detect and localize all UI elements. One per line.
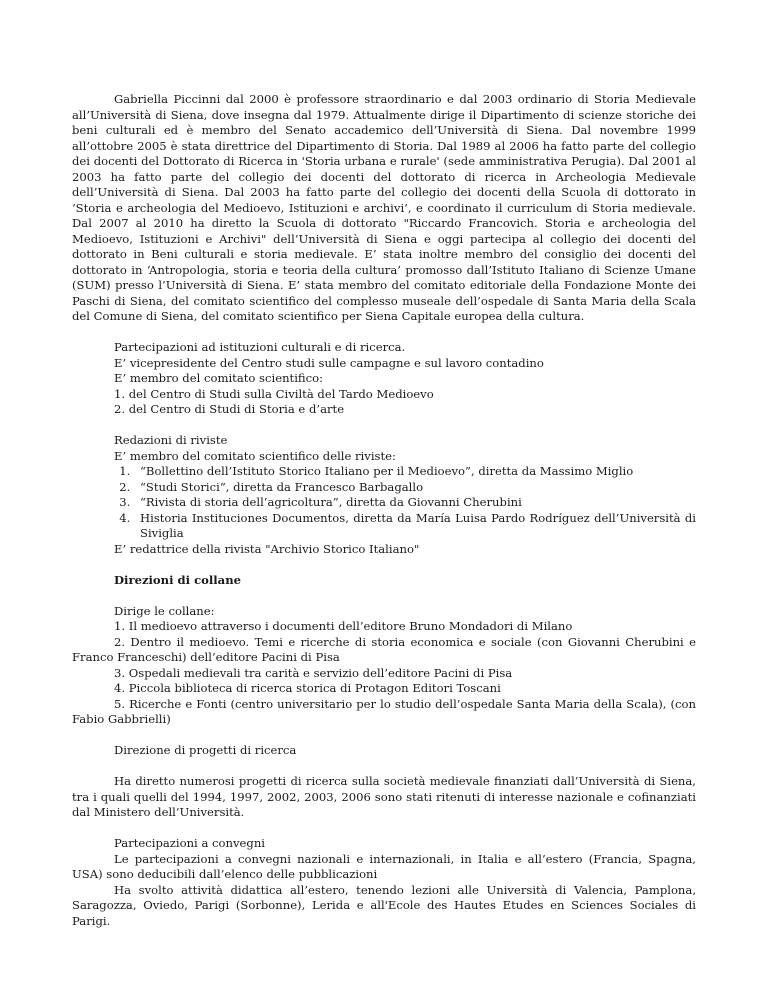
journal-item: 2. “Studi Storici”, diretta da Francesco Barbagallo — [134, 480, 696, 496]
collane-section — [72, 604, 696, 728]
convegni-text: Le partecipazioni a convegni nazionali e internazionali, in Italia e all’estero (Francia, Spagna, USA) sono deducibili dall’elenco delle pubblicazioni — [72, 851, 696, 881]
collane-heading: Direzioni di collane — [114, 572, 241, 587]
collana-item: 2. Dentro il medioevo. Temi e ricerche di storia economica e sociale (con Giovanni Cherubini e Franco Franceschi) dell’editore Pacini di Pisa — [72, 634, 696, 664]
progetti-heading: Direzione di progetti di ricerca — [114, 743, 297, 757]
redazioni-intro: E’ membro del comitato scientifico delle riviste: — [114, 448, 396, 463]
convegni-section — [72, 836, 696, 929]
redazioni-closing: E’ redattrice della rivista "Archivio Storico Italiano" — [114, 541, 420, 556]
didattica-text: Ha svolto attività didattica all’estero, tenendo lezioni alle Università di Valencia, Pamplona, Saragozza, Oviedo, Parigi (Sorbonne), Lerida e all'Ecole des Hautes Etudes en Sciences Sociales di Parigi. — [72, 882, 696, 928]
collane-intro: Dirige le collane: — [114, 603, 215, 618]
bio-paragraph: Gabriella Piccinni dal 2000 è professore straordinario e dal 2003 ordinario di Storia Medievale all’Università di Siena, dove insegna dal 1979. Attualmente dirige il Dipartimento di scienze storiche dei beni culturali ed è membro del Senato accademico dell’Università di Siena. Dal novembre 1999 all’ottobre 2005 è stata direttrice del Dipartimento di Storia. Dal 1989 al 2006 ha fatto parte del collegio dei docenti del Dottorato di Ricerca in 'Storia urbana e rurale' (sede amministrativa Perugia). Dal 2001 al 2003 ha fatto parte del collegio dei docenti del dottorato di ricerca in Archeologia Medievale dell’Università di Siena. Dal 2003 ha fatto parte del collegio dei docenti della Scuola di dottorato in ‘Storia e archeologia del Medioevo, Istituzioni e archivi’, e coordinato il curriculum di Storia medievale. Dal 2007 al 2010 ha diretto la Scuola di dottorato "Riccardo Francovich. Storia e archeologia del Medioevo, Istituzioni e Archivi" dell’Università di Siena e oggi partecipa al collegio dei docenti del dottorato in Beni culturali e storia medievale. E’ stata inoltre membro del consiglio dei docenti del dottorato in ‘Antropologia, storia e teoria della cultura’ promosso dall’Istituto Italiano di Scienze Umane (SUM) presso l’Università di Siena. E’ stata membro del comitato editoriale della Fondazione Monte dei Paschi di Siena, del comitato scientifico del complesso museale dell’ospedale di Santa Maria della Scala del Comune di Siena, del comitato scientifico per Siena Capitale europea della cultura. — [72, 92, 696, 323]
istituzioni-section — [72, 340, 696, 418]
journal-item: 4. Historia Instituciones Documentos, diretta da María Luisa Pardo Rodríguez dell’Università di Siviglia — [134, 511, 696, 542]
convegni-heading: Partecipazioni a convegni — [114, 836, 265, 850]
collana-item: 5. Ricerche e Fonti (centro universitario per lo studio dell’ospedale Santa Maria della Scala), (con Fabio Gabbrielli) — [72, 696, 696, 726]
journal-item: 3. “Rivista di storia dell’agricoltura”, diretta da Giovanni Cherubini — [134, 495, 696, 511]
collana-item: 3. Ospedali medievali tra carità e servizio dell’editore Pacini di Pisa — [114, 665, 513, 680]
journal-item: 1. “Bollettino dell’Istituto Storico Italiano per il Medioevo”, diretta da Massimo Miglio — [134, 464, 696, 480]
istituzioni-line: E’ vicepresidente del Centro studi sulle campagne e sul lavoro contadino — [114, 355, 544, 370]
istituzioni-item: 2. del Centro di Studi di Storia e d’arte — [114, 402, 345, 416]
istituzioni-item: 1. del Centro di Studi sulla Civiltà del Tardo Medioevo — [114, 386, 434, 401]
istituzioni-line: E’ membro del comitato scientifico: — [114, 371, 324, 385]
progetti-text: Ha diretto numerosi progetti di ricerca sulla società medievale finanziati dall’Università di Siena, tra i quali quelli del 1994, 1997, 2002, 2003, 2006 sono stati ritenuti di interesse nazionale e cofinanziati dal Ministero dell’Università. — [72, 774, 696, 819]
redazioni-heading: Redazioni di riviste — [114, 433, 228, 447]
istituzioni-heading: Partecipazioni ad istituzioni culturali e di ricerca. — [114, 340, 406, 354]
redazioni-section — [72, 433, 696, 557]
collana-item: 1. Il medioevo attraverso i documenti dell’editore Bruno Mondadori di Milano — [114, 619, 573, 633]
collana-item: 4. Piccola biblioteca di ricerca storica di Protagon Editori Toscani — [114, 681, 501, 695]
journals-list — [72, 464, 696, 542]
